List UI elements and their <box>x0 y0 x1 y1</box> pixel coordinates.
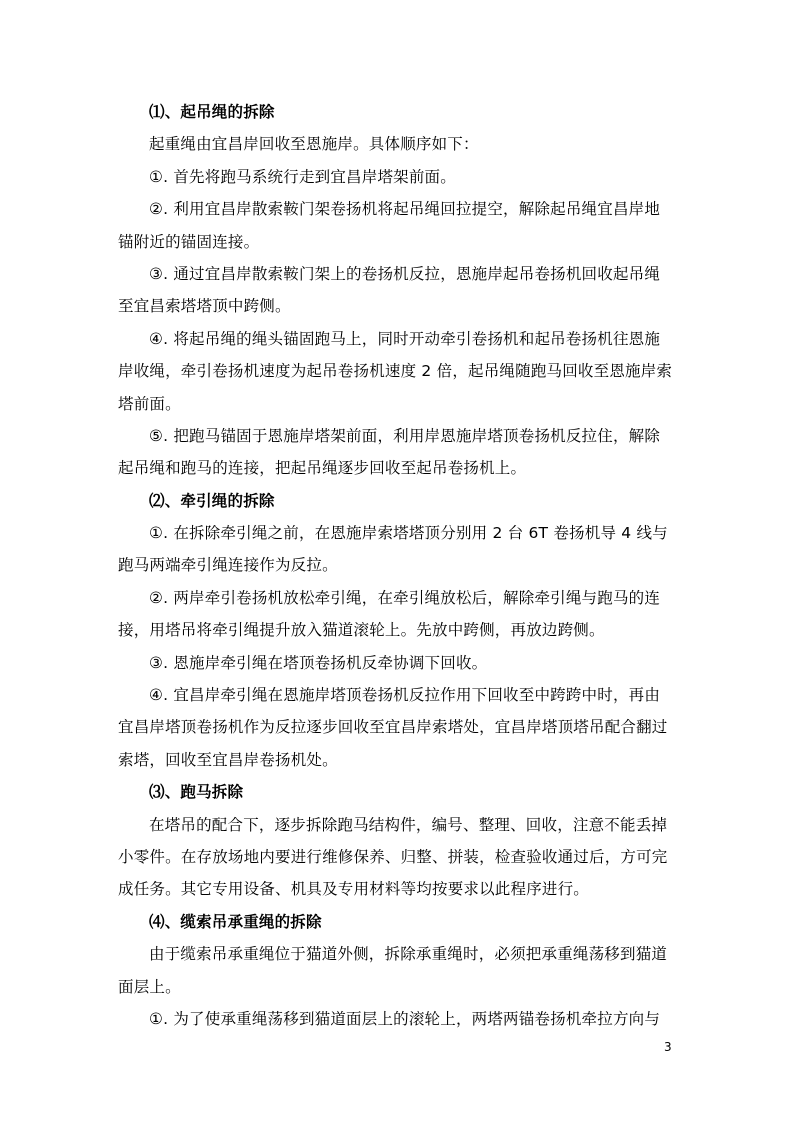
paragraph-line: 在塔吊的配合下，逐步拆除跑马结构件，编号、整理、回收，注意不能丢掉 <box>149 815 668 834</box>
document-body <box>118 96 678 1035</box>
paragraph-line: 跑马两端牵引绳连接作为反拉。 <box>118 556 338 575</box>
section-heading: ⑴、起吊绳的拆除 <box>149 103 275 121</box>
paragraph-line: 岸收绳，牵引卷扬机速度为起吊卷扬机速度 2 倍，起吊绳随跑马回收至恩施岸索 <box>118 362 673 381</box>
paragraph-line: 宜昌岸塔顶卷扬机作为反拉逐步回收至宜昌岸索塔处，宜昌岸塔顶塔吊配合翻过 <box>118 718 668 737</box>
paragraph-line: 成任务。其它专用设备、机具及专用材料等均按要求以此程序进行。 <box>118 880 590 899</box>
paragraph-line: 小零件。在存放场地内要进行维修保养、归整、拼装，检查验收通过后，方可完 <box>118 847 668 866</box>
paragraph-line: ②. 利用宜昌岸散索鞍门架卷扬机将起吊绳回拉提空，解除起吊绳宜昌岸地 <box>149 200 661 219</box>
paragraph-line: ①. 在拆除牵引绳之前，在恩施岸索塔塔顶分别用 2 台 6T 卷扬机导 4 线与 <box>149 524 668 543</box>
paragraph-line: 锚附近的锚固连接。 <box>118 232 260 251</box>
paragraph-line: ①. 为了使承重绳荡移到猫道面层上的滚轮上，两塔两锚卷扬机牵拉方向与 <box>149 1009 661 1028</box>
paragraph-line: 由于缆索吊承重绳位于猫道外侧，拆除承重绳时，必须把承重绳荡移到猫道 <box>149 945 668 964</box>
paragraph-line: 起重绳由宜昌岸回收至恩施岸。具体顺序如下： <box>149 135 479 154</box>
paragraph-line: 至宜昌索塔塔顶中跨侧。 <box>118 297 291 316</box>
paragraph-line: 起吊绳和跑马的连接，把起吊绳逐步回收至起吊卷扬机上。 <box>118 459 527 478</box>
paragraph-line: ④. 将起吊绳的绳头锚固跑马上，同时开动牵引卷扬机和起吊卷扬机往恩施 <box>149 329 661 348</box>
page-number: 3 <box>664 1040 672 1054</box>
section-heading: ⑵、牵引绳的拆除 <box>149 491 275 510</box>
paragraph-line: ②. 两岸牵引卷扬机放松牵引绳，在牵引绳放松后，解除牵引绳与跑马的连 <box>149 588 661 607</box>
paragraph-line: ③. 通过宜昌岸散索鞍门架上的卷扬机反拉，恩施岸起吊卷扬机回收起吊绳 <box>149 264 661 283</box>
paragraph-line: 接，用塔吊将牵引绳提升放入猫道滚轮上。先放中跨侧，再放边跨侧。 <box>118 621 605 640</box>
paragraph-line: ④. 宜昌岸牵引绳在恩施岸塔顶卷扬机反拉作用下回收至中跨跨中时，再由 <box>149 686 661 705</box>
paragraph-line: 塔前面。 <box>118 394 181 413</box>
paragraph-line: 面层上。 <box>118 977 181 996</box>
paragraph-line: ①. 首先将跑马系统行走到宜昌岸塔架前面。 <box>149 167 456 186</box>
paragraph-line: ③. 恩施岸牵引绳在塔顶卷扬机反牵协调下回收。 <box>149 653 488 672</box>
paragraph-line: 索塔，回收至宜昌岸卷扬机处。 <box>118 750 338 769</box>
section-heading: ⑶、跑马拆除 <box>149 783 244 802</box>
section-heading: ⑷、缆索吊承重绳的拆除 <box>149 912 322 931</box>
paragraph-line: ⑤. 把跑马锚固于恩施岸塔架前面，利用岸恩施岸塔顶卷扬机反拉住，解除 <box>149 426 661 445</box>
